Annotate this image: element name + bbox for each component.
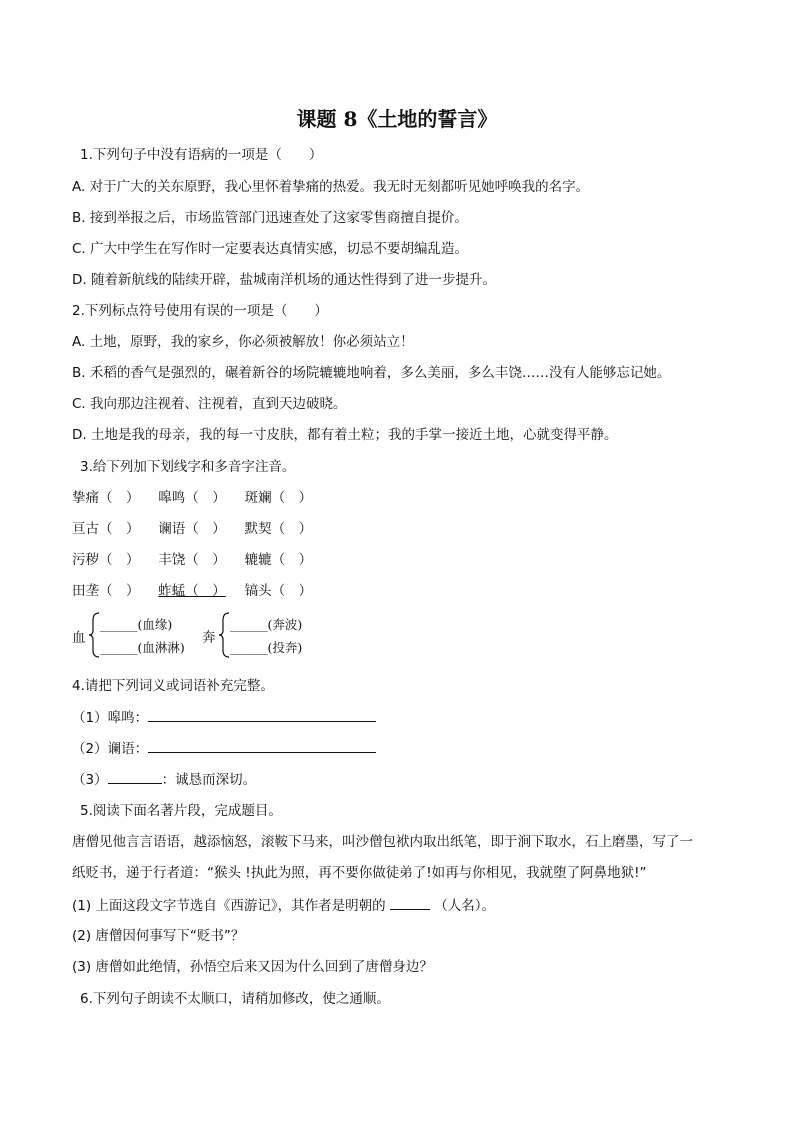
q1-stem: 1.下列句子中没有语病的一项是（ ）: [80, 147, 323, 163]
pinyin-item: 辘辘（ ）: [244, 552, 313, 568]
q1-option-a: A. 对于广大的关东原野，我心里怀着挚痛的热爱。我无时无刻都听见她呼唤我的名字。: [72, 179, 590, 195]
polyphone-block: [72, 612, 332, 660]
answer-blank[interactable]: [148, 739, 376, 753]
pinyin-item: 嗥鸣（ ）: [158, 490, 226, 506]
q4-stem: 4.请把下列词义或词语补充完整。: [72, 678, 274, 694]
pinyin-item: 蚱蜢（ ）: [158, 583, 226, 599]
q5-sub-1-text: (1) 上面这段文字节选自《西游记》，其作者是明朝的: [72, 898, 386, 914]
polyphone-entry: ______(奔波): [230, 617, 303, 632]
pinyin-row-1: [72, 489, 316, 507]
polyphone-entry: ______(血缘): [100, 617, 173, 632]
q4-item-1: [72, 708, 376, 727]
q4-item-label: （2）谰语：: [72, 741, 149, 757]
q5-sub-3: (3) 唐僧如此绝情，孙悟空后来又因为什么回到了唐僧身边？: [72, 959, 433, 975]
polyphone-char-ben: 奔: [202, 630, 216, 646]
q5-passage-line-1: 唐僧见他言言语语，越添恼怒，滚鞍下马来，叫沙僧包袱内取出纸笔，即于涧下取水，石上磨墨，写了一: [72, 834, 693, 850]
polyphone-entry: ______(投奔): [230, 640, 303, 655]
polyphone-char-xue: 血: [72, 630, 86, 646]
q2-option-c: C. 我向那边注视着、注视着，直到天边破晓。: [72, 396, 347, 412]
answer-blank[interactable]: [108, 770, 162, 784]
pinyin-item: 斑斓（ ）: [244, 490, 313, 506]
q4-item-tail: ：诚恳而深切。: [161, 772, 257, 788]
pinyin-row-2: [72, 520, 316, 538]
polyphone-entry: ______(血淋淋): [100, 640, 185, 655]
q2-option-b: B. 禾稻的香气是强烈的，碾着新谷的场院辘辘地响着，多么美丽，多么丰饶……没有人能够忘记她。: [72, 365, 671, 381]
pinyin-item: 挚痛（ ）: [72, 490, 140, 506]
brace-icon: [88, 612, 100, 658]
q4-item-2: [72, 739, 376, 758]
q2-option-a: A. 土地，原野，我的家乡，你必须被解放！你必须站立！: [72, 334, 414, 350]
pinyin-row-3: [72, 551, 316, 569]
q3-stem: 3.给下列加下划线字和多音字注音。: [80, 459, 296, 475]
pinyin-item: 默契（ ）: [244, 521, 313, 537]
q1-option-c: C. 广大中学生在写作时一定要表达真情实感，切忌不要胡编乱造。: [72, 241, 469, 257]
q4-item-3: [72, 770, 256, 789]
q6-stem: 6.下列句子朗读不太顺口，请稍加修改，使之通顺。: [80, 991, 390, 1007]
q5-sub-2: (2) 唐僧因何事写下“贬书”？: [72, 928, 245, 944]
q4-item-label: （1）嗥鸣：: [72, 710, 149, 726]
q5-sub-1-suffix: （人名）。: [434, 898, 496, 914]
pinyin-item: 亘古（ ）: [72, 521, 140, 537]
q5-sub-1: [72, 896, 495, 915]
pinyin-item: 谰语（ ）: [158, 521, 226, 537]
q2-option-d: D. 土地是我的母亲，我的每一寸皮肤，都有着土粒；我的手掌一接近土地，心就变得平静。: [72, 427, 618, 443]
answer-blank[interactable]: [390, 896, 430, 910]
q5-stem: 5.阅读下面名著片段，完成题目。: [80, 803, 282, 819]
q1-option-b: B. 接到举报之后，市场监管部门迅速查处了这家零售商擅自提价。: [72, 210, 468, 226]
q1-option-d: D. 随着新航线的陆续开辟，盐城南洋机场的通达性得到了进一步提升。: [72, 272, 496, 288]
pinyin-item: 丰饶（ ）: [158, 552, 226, 568]
q2-stem: 2.下列标点符号使用有误的一项是（ ）: [72, 303, 328, 319]
pinyin-item: 污秽（ ）: [72, 552, 140, 568]
brace-icon: [218, 612, 230, 658]
answer-blank[interactable]: [148, 708, 376, 722]
pinyin-item: 镐头（ ）: [244, 583, 313, 599]
q5-passage-line-2: 纸贬书，递于行者道：“猴头 !执此为照，再不要你做徒弟了!如再与你相见，我就堕了阿鼻地狱!”: [72, 865, 647, 881]
pinyin-row-4: [72, 582, 316, 600]
page-title: 课题 8《土地的誓言》: [296, 107, 498, 131]
pinyin-item: 田垄（ ）: [72, 583, 140, 599]
q4-item-label: （3）: [72, 772, 108, 788]
